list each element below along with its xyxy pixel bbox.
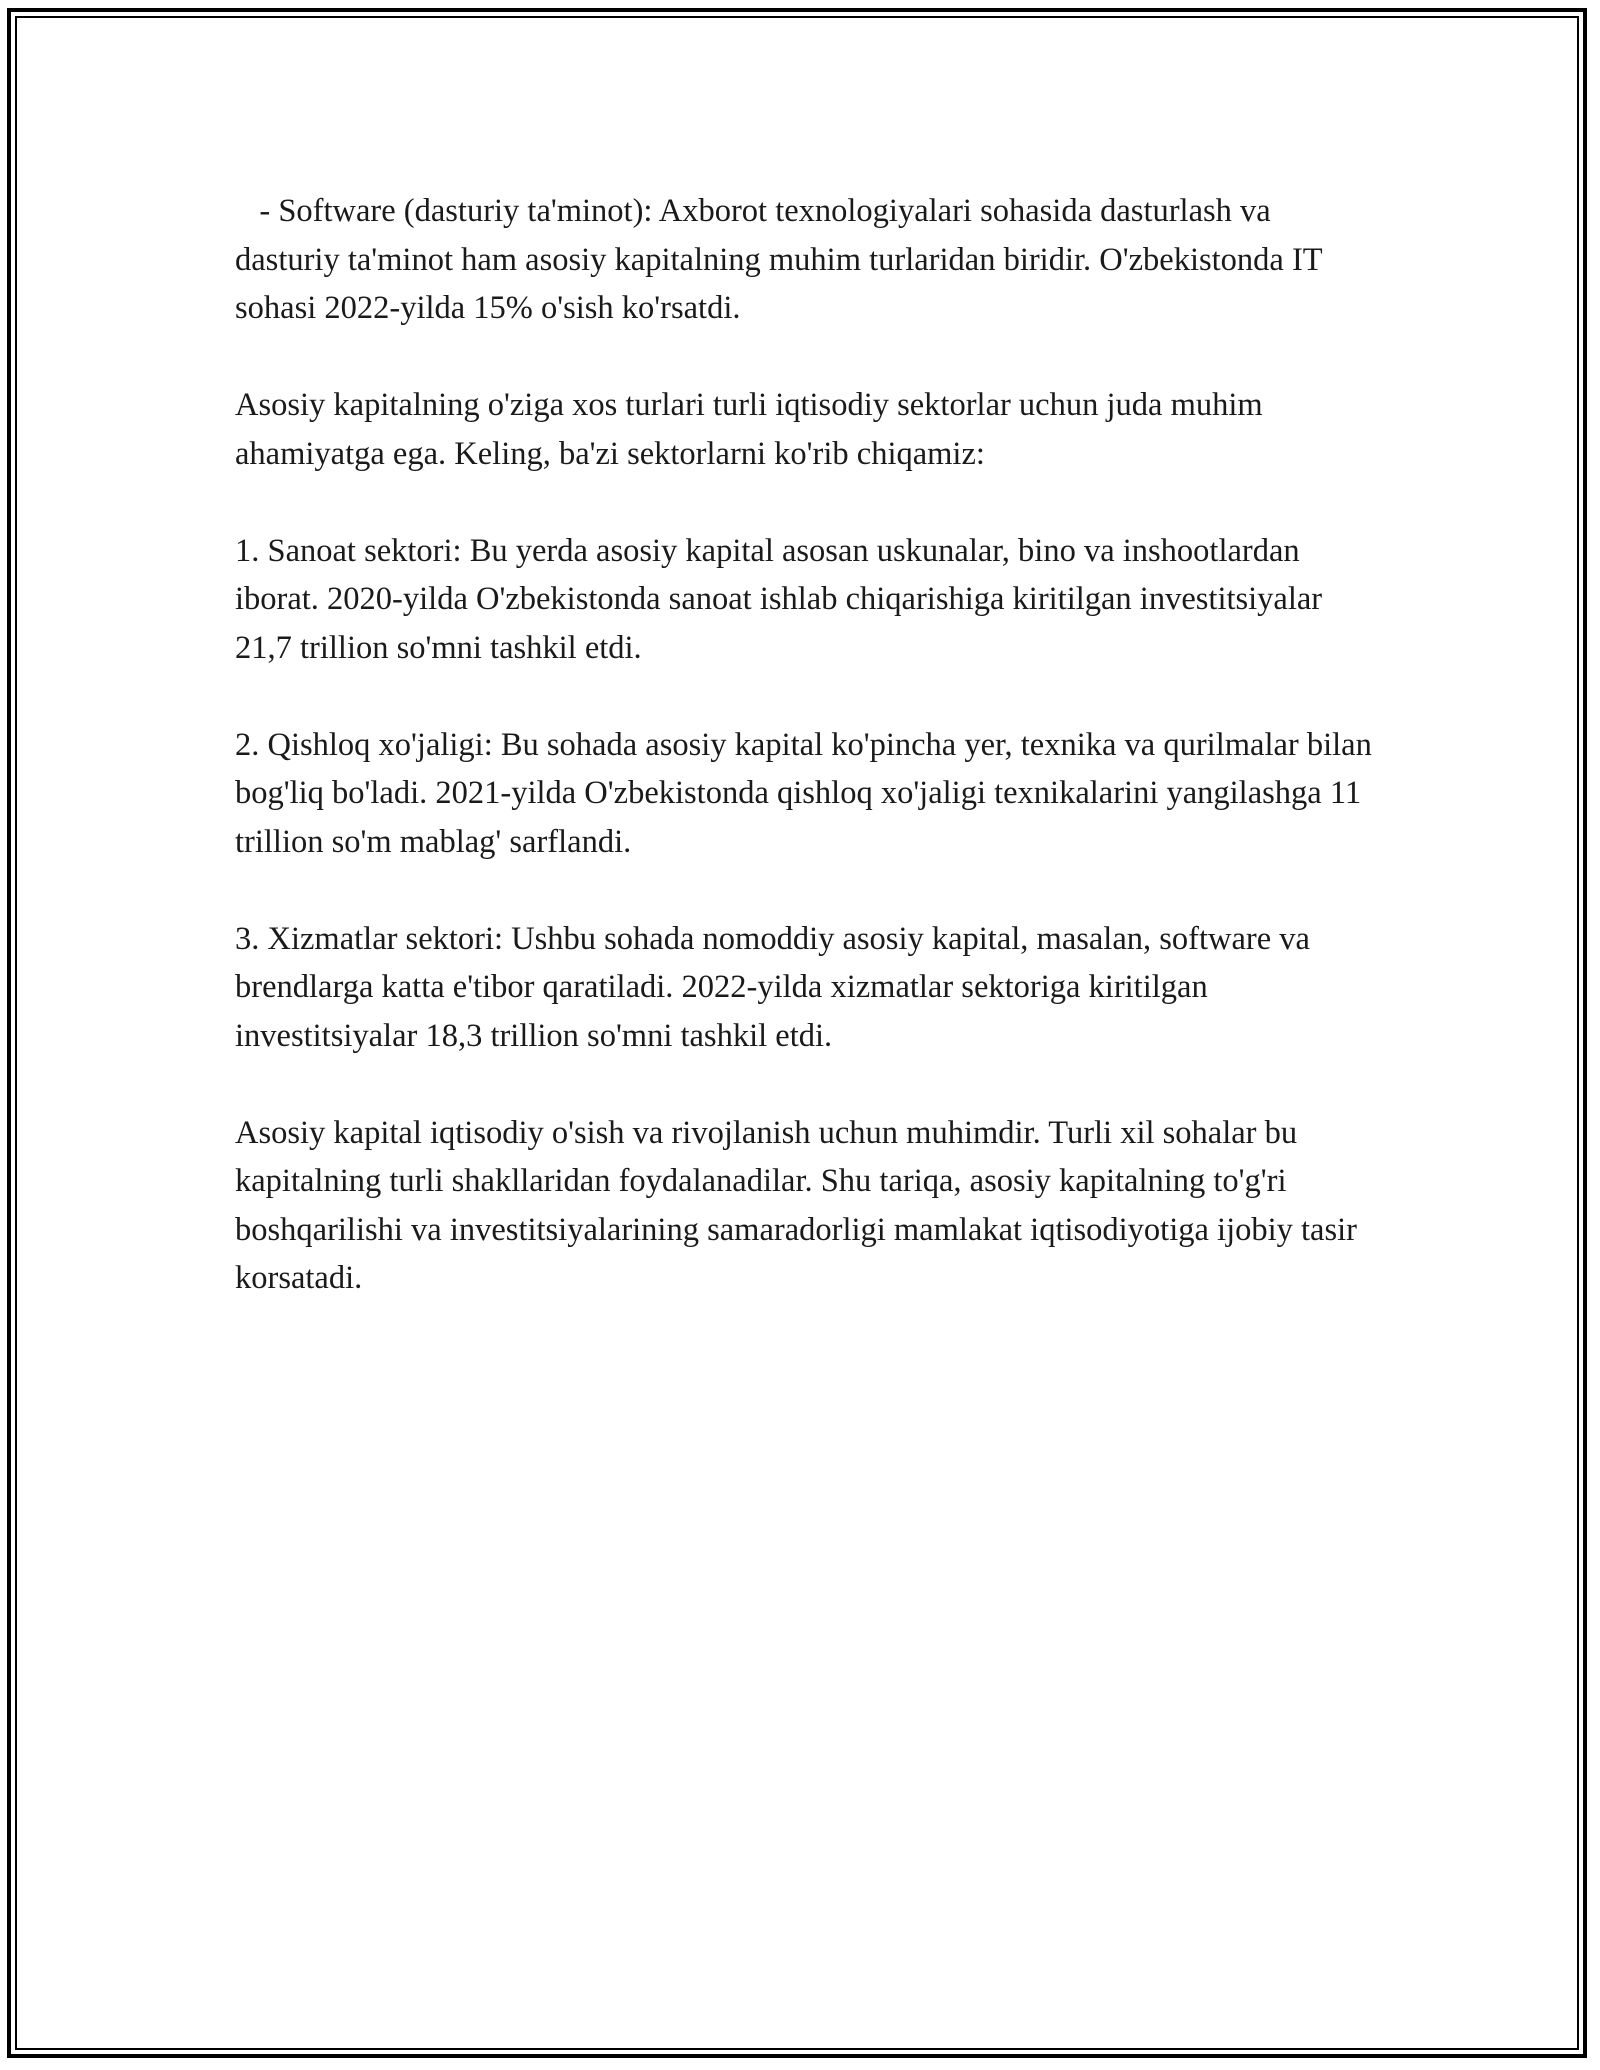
paragraph-industry-sector: 1. Sanoat sektori: Bu yerda asosiy kapital asosan uskunalar, bino va inshootlardan iborat. 2020-yilda O'zbekistonda sanoat ishlab chiqarishiga kiritilgan investitsiyalar 21,7 trillion so'mni tashkil etdi.: [235, 532, 1331, 666]
paragraph-intro-sectors: Asosiy kapitalning o'ziga xos turlari turli iqtisodiy sektorlar uchun juda muhim ahamiyatga ega. Keling, ba'zi sektorlarni ko'rib chiqamiz:: [235, 387, 1271, 472]
paragraph-conclusion: Asosiy kapital iqtisodiy o'sish va rivojlanish uchun muhimdir. Turli xil sohalar bu kapitalning turli shakllaridan foydalanadilar. Shu tariqa, asosiy kapitalning to'g'ri boshqarilishi va investitsiyalarining samaradorligi mamlakat iqtisodiyotiga ijobiy tasir korsatadi.: [235, 1114, 1366, 1296]
document-body: [235, 187, 1380, 1351]
paragraph-services-sector: 3. Xizmatlar sektori: Ushbu sohada nomoddiy asosiy kapital, masalan, software va brendlarga katta e'tibor qaratiladi. 2022-yilda xizmatlar sektoriga kiritilgan investitsiyalar 18,3 trillion so'mni tashkil etdi.: [235, 920, 1319, 1054]
paragraph-agriculture-sector: 2. Qishloq xo'jaligi: Bu sohada asosiy kapital ko'pincha yer, texnika va qurilmalar bilan bog'liq bo'ladi. 2021-yilda O'zbekistonda qishloq xo'jaligi texnikalarini yangilashga 11 trillion so'm mablag' sarflandi.: [235, 726, 1380, 860]
paragraph-software: - Software (dasturiy ta'minot): Axborot texnologiyalari sohasida dasturlash va dasturiy ta'minot ham asosiy kapitalning muhim turlaridan biridir. O'zbekistonda IT sohasi 2022-yilda 15% o'sish ko'rsatdi.: [235, 193, 1331, 326]
